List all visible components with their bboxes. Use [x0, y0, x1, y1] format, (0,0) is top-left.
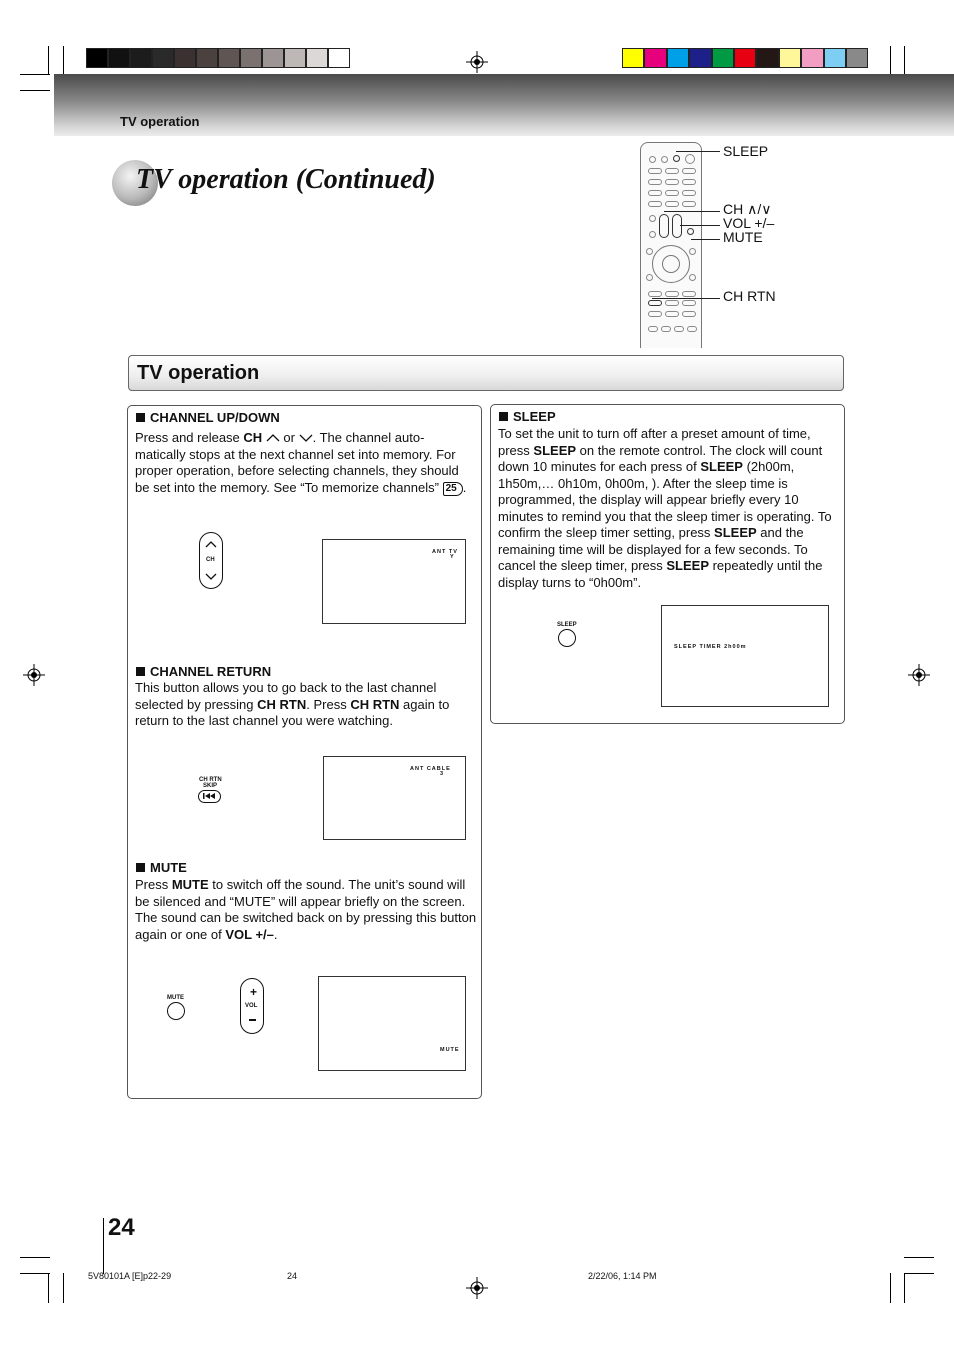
power-button	[685, 154, 695, 164]
sleep-button-label: SLEEP	[557, 622, 577, 628]
remote-button	[649, 231, 656, 238]
text-run: and the remaining time will be displayed for a few seconds. To cancel the sleep timer, press	[498, 525, 808, 573]
remote-button	[682, 300, 696, 306]
crop-mark	[48, 46, 49, 74]
color-swatch	[712, 48, 734, 68]
crop-mark	[890, 1273, 891, 1303]
color-swatch	[262, 48, 284, 68]
remote-button	[649, 215, 656, 222]
sleep-heading	[499, 409, 556, 424]
vol-rocker	[672, 214, 682, 238]
crop-mark	[20, 90, 50, 91]
remote-button	[648, 190, 662, 196]
remote-button	[665, 201, 679, 207]
ch-rtn-button-illustration	[198, 790, 221, 803]
section-banner	[128, 355, 844, 391]
color-swatch	[689, 48, 711, 68]
color-swatch	[130, 48, 152, 68]
channel-return-text	[135, 680, 470, 730]
page-title-text: TV operation (Continued)	[136, 164, 436, 195]
remote-button	[674, 326, 684, 332]
callout-ch-symbols: ∧/∨	[747, 201, 772, 217]
crop-mark	[904, 1273, 905, 1303]
channel-return-heading-text: CHANNEL RETURN	[150, 664, 272, 679]
color-swatch	[779, 48, 801, 68]
channel-updown-heading	[136, 410, 280, 425]
crop-mark	[48, 1273, 49, 1303]
callout-ch-rtn: CH RTN	[723, 288, 776, 304]
footer-center: 24	[287, 1271, 298, 1281]
color-swatch	[196, 48, 218, 68]
mute-text	[135, 877, 477, 943]
remote-button	[661, 156, 668, 163]
channel-updown-text	[135, 430, 467, 496]
crop-mark	[63, 1273, 64, 1303]
remote-button	[648, 201, 662, 207]
remote-button	[648, 168, 662, 174]
bullet-square-icon	[136, 413, 145, 422]
remote-button	[689, 274, 696, 281]
color-swatch	[218, 48, 240, 68]
bullet-square-icon	[499, 412, 508, 421]
crop-mark	[20, 1273, 50, 1274]
text-run-bold: SLEEP	[533, 442, 577, 458]
text-run-bold: SLEEP	[666, 558, 709, 573]
color-swatch	[328, 48, 350, 68]
remote-button	[665, 190, 679, 196]
text-run-bold: CH RTN	[257, 696, 307, 712]
color-swatch	[756, 48, 778, 68]
crop-mark	[904, 46, 905, 74]
text-run: again to return to the last channel you were watching.	[135, 696, 450, 728]
text-run-bold: CH	[243, 430, 263, 445]
callout-ch-label: CH	[723, 201, 744, 217]
sleep-button-illustration	[558, 629, 576, 647]
page-number-rule	[103, 1218, 104, 1274]
page-number: 24	[108, 1214, 135, 1241]
color-swatch	[306, 48, 328, 68]
osd-text: ANT TV	[432, 549, 458, 555]
skip-back-icon	[203, 793, 215, 799]
remote-button	[648, 326, 658, 332]
chevron-up-icon	[266, 434, 280, 442]
remote-button	[682, 190, 696, 196]
callout-sleep: SLEEP	[723, 143, 769, 159]
registration-mark-icon	[908, 664, 930, 686]
bullet-square-icon	[136, 667, 145, 676]
remote-button	[687, 326, 697, 332]
vol-label: VOL	[245, 1003, 258, 1009]
bullet-square-icon	[136, 863, 145, 872]
remote-button	[682, 291, 696, 297]
remote-button	[665, 179, 679, 185]
color-swatch	[622, 48, 644, 68]
channel-updown-heading-text: CHANNEL UP/DOWN	[150, 410, 280, 425]
remote-button	[682, 201, 696, 207]
mute-button-illustration	[167, 1002, 185, 1020]
callout-leader	[652, 298, 720, 299]
osd-text: Y	[450, 554, 455, 560]
text-run: . Press	[306, 696, 351, 712]
enter-button	[662, 255, 680, 273]
remote-button	[649, 156, 656, 163]
running-title: TV operation	[120, 114, 200, 129]
page-reference-badge: 25	[443, 482, 463, 496]
tv-screen-channel-return	[323, 756, 466, 840]
remote-button	[682, 168, 696, 174]
text-run: on the remote control. The clock will count down 10 minutes for each press of	[498, 442, 823, 474]
remote-button	[648, 291, 662, 297]
callout-leader	[680, 225, 720, 226]
sleep-heading-text: SLEEP	[513, 409, 556, 424]
ch-rtn-label: CH RTN	[199, 777, 222, 783]
color-swatch	[734, 48, 756, 68]
text-run-bold: MUTE	[171, 877, 209, 892]
text-run: or	[279, 430, 299, 445]
text-run: .	[462, 479, 467, 495]
remote-button	[661, 326, 671, 332]
remote-control-illustration	[640, 142, 702, 348]
sleep-button	[673, 155, 680, 162]
ch-rtn-button	[648, 300, 662, 306]
callout-vol: VOL +/–	[723, 215, 775, 231]
tv-screen-sleep	[661, 605, 829, 707]
text-run-bold: VOL +/–	[225, 926, 274, 942]
plus-icon: +	[250, 985, 258, 999]
callout-mute: MUTE	[723, 229, 763, 245]
registration-mark-icon	[466, 51, 488, 73]
callout-leader	[676, 151, 720, 152]
text-run: (2h00m, 1h50m,… 0h10m, 0h00m, ). After the sleep time is programmed, the display will appear briefly every 10 minutes to remind you that the sleep timer is operating. To confirm the sleep timer setting, press	[498, 459, 832, 540]
text-run-bold: SLEEP	[714, 525, 757, 540]
remote-button	[665, 168, 679, 174]
mute-heading	[136, 860, 187, 875]
color-swatch	[108, 48, 130, 68]
remote-button	[682, 311, 696, 317]
osd-text: 3	[440, 771, 445, 777]
mute-button-label: MUTE	[167, 995, 184, 1001]
crop-mark	[20, 1257, 50, 1258]
page-title	[112, 158, 632, 208]
mute-heading-text: MUTE	[150, 860, 187, 875]
chevron-up-icon	[205, 541, 217, 548]
ch-rocker	[659, 214, 669, 238]
color-swatch	[284, 48, 306, 68]
remote-button	[682, 179, 696, 185]
remote-button	[648, 311, 662, 317]
crop-mark	[904, 1273, 934, 1274]
mute-button	[687, 228, 694, 235]
text-run: to switch off the sound. The unit’s sound will be silenced and “MUTE” will appear briefly on the screen. The sound can be switched back on by pressing this button again or one of	[135, 877, 477, 942]
remote-button	[665, 291, 679, 297]
remote-button	[665, 300, 679, 306]
text-run: Press	[135, 877, 172, 892]
text-run: .	[273, 926, 278, 942]
remote-button	[648, 179, 662, 185]
osd-text: MUTE	[440, 1047, 460, 1053]
footer-right: 2/22/06, 1:14 PM	[588, 1271, 657, 1281]
color-swatch	[801, 48, 823, 68]
callout-leader	[664, 211, 720, 212]
remote-button	[646, 274, 653, 281]
vol-rocker-illustration	[240, 978, 264, 1034]
osd-text: ANT CABLE	[410, 766, 451, 772]
chevron-down-icon	[205, 573, 217, 580]
osd-text: SLEEP TIMER 2h00m	[674, 644, 747, 650]
text-run: Press and release	[135, 430, 244, 445]
sleep-text	[498, 426, 834, 591]
color-swatch	[644, 48, 666, 68]
crop-mark	[890, 46, 891, 74]
color-swatch	[824, 48, 846, 68]
registration-mark-icon	[466, 1277, 488, 1299]
color-swatch	[86, 48, 108, 68]
remote-button	[689, 248, 696, 255]
color-swatch	[240, 48, 262, 68]
remote-button	[646, 248, 653, 255]
registration-mark-icon	[23, 664, 45, 686]
color-swatch	[667, 48, 689, 68]
section-title: TV operation	[137, 362, 260, 384]
ch-label: CH	[206, 557, 215, 563]
color-swatch	[174, 48, 196, 68]
text-run: repeatedly until the display turns to “0h00m”.	[498, 558, 823, 590]
skip-label: SKIP	[203, 783, 218, 789]
text-run-bold: CH RTN	[350, 696, 400, 712]
color-swatch	[152, 48, 174, 68]
crop-mark	[63, 46, 64, 74]
ch-rocker-illustration	[199, 532, 223, 589]
tv-screen-channel	[322, 539, 466, 624]
color-swatch	[846, 48, 868, 68]
minus-icon	[249, 1019, 256, 1021]
text-run-bold: SLEEP	[700, 459, 743, 474]
tv-screen-mute	[318, 976, 466, 1071]
callout-leader	[691, 239, 720, 240]
text-run: . The channel auto-matically stops at the next channel set into memory. For proper operation, before selecting channels, they should be set into the memory. See “To memorize channels”	[135, 430, 459, 495]
crop-mark	[904, 1257, 934, 1258]
remote-button	[665, 311, 679, 317]
crop-mark	[20, 74, 50, 75]
text-run: This button allows you to go back to the last channel selected by pressing	[135, 680, 437, 712]
chevron-down-icon	[299, 434, 313, 442]
text-run: To set the unit to turn off after a preset amount of time, press	[498, 426, 811, 458]
channel-return-heading	[136, 664, 271, 679]
footer-left: 5V80101A [E]p22-29	[88, 1271, 172, 1281]
